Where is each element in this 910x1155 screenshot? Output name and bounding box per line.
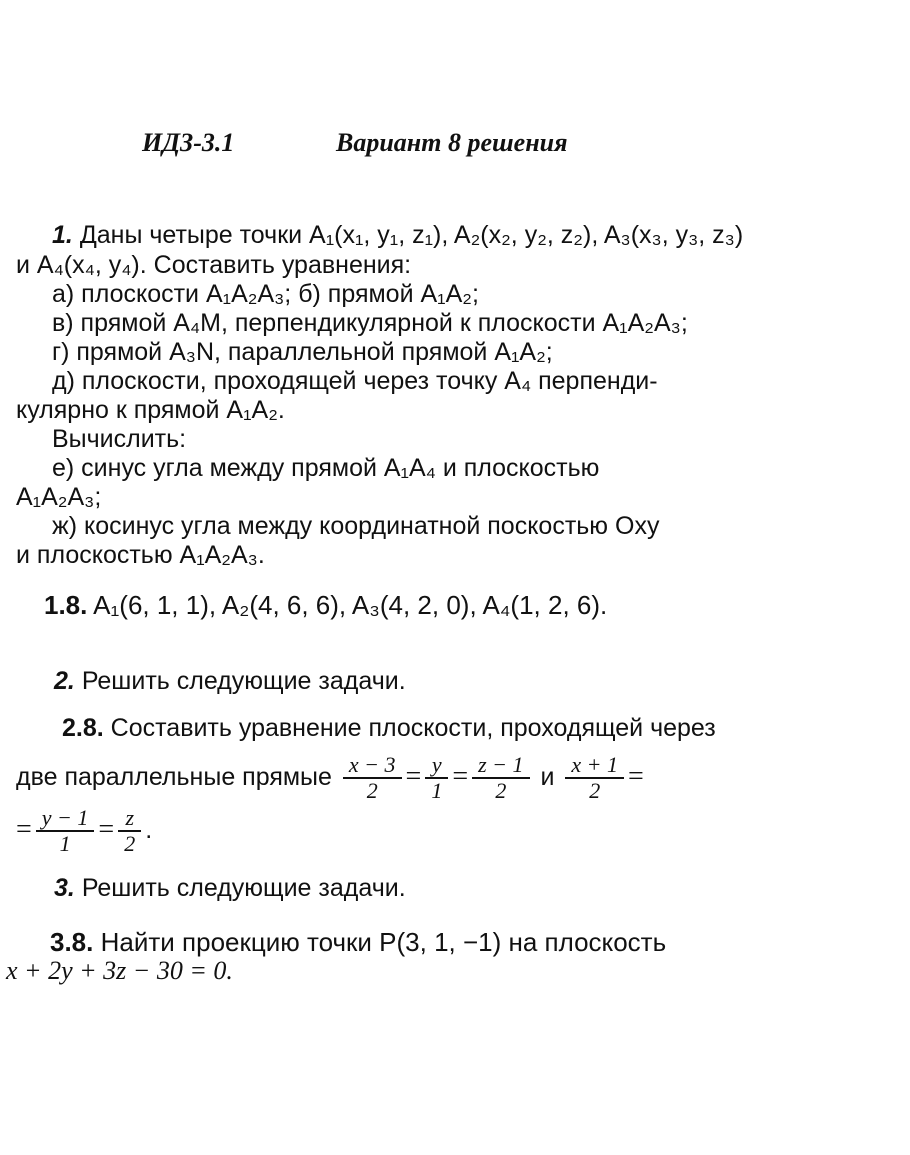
equals-sign: = <box>628 761 644 792</box>
task1-item-zh: ж) косинус угла между координатной поскостью Oxy <box>52 512 660 540</box>
equals-sign: = <box>405 761 422 792</box>
task3-8-number: 3.8. <box>50 927 94 957</box>
task1-line2: и A₄(x₄, y₄). Составить уравнения: <box>16 251 412 279</box>
task1-item-d: д) плоскости, проходящей через точку A₄ перпенди- <box>52 367 658 395</box>
task2-8-line1 <box>62 713 716 743</box>
doc-code: ИДЗ-3.1 <box>142 128 235 157</box>
variant-1-8-number: 1.8. <box>44 590 88 620</box>
task2-heading <box>54 666 406 696</box>
task1-line1 <box>52 220 743 250</box>
task1-item-zh-cont: и плоскостью A₁A₂A₃. <box>16 541 265 569</box>
task1-compute-label: Вычислить: <box>52 425 187 453</box>
task2-8-text: Составить уравнение плоскости, проходящей через <box>110 714 716 742</box>
task2-8-text-2: две параллельные прямые <box>16 763 332 791</box>
variant-title: Вариант 8 решения <box>336 128 568 157</box>
fraction-6: $\frac{z}{2}$ <box>118 806 141 856</box>
task3-8-line1 <box>50 927 666 957</box>
conjunction-and: и <box>540 763 555 791</box>
task2-8-line2 <box>16 750 644 804</box>
task1-item-d-cont: кулярно к прямой A₁A₂. <box>16 396 285 424</box>
task1-item-e: е) синус угла между прямой A₁A₄ и плоскостью <box>52 454 600 482</box>
fraction-2: $\frac{y}{1}$ <box>425 753 448 803</box>
fraction-1: $\frac{x - 3}{2}$ <box>343 753 402 803</box>
task2-8-number: 2.8. <box>62 714 104 742</box>
fraction-4: $\frac{x + 1}{2}$ <box>565 753 624 803</box>
equals-sign: = <box>16 814 32 845</box>
task3-number: 3. <box>54 874 75 902</box>
fraction-5: $\frac{y - 1}{1}$ <box>36 806 95 856</box>
task1-item-a-b: а) плоскости A₁A₂A₃; б) прямой A₁A₂; <box>52 280 479 308</box>
task2-8-line3 <box>16 803 152 857</box>
variant-1-8-data <box>44 590 607 620</box>
task1-text-1: Даны четыре точки A₁(x₁, y₁, z₁), A₂(x₂, y₂, z₂), A₃(x₃, y₃, z₃) <box>79 221 744 249</box>
task2-text: Решить следующие задачи. <box>81 667 406 695</box>
equals-sign: = <box>452 761 469 792</box>
period: . <box>145 816 153 844</box>
equals-sign: = <box>98 814 115 845</box>
task1-item-e-cont: A₁A₂A₃; <box>16 483 102 511</box>
task1-item-g: г) прямой A₃N, параллельной прямой A₁A₂; <box>52 338 553 366</box>
task2-number: 2. <box>54 667 75 695</box>
task3-text: Решить следующие задачи. <box>81 874 406 902</box>
variant-1-8-points: A₁(6, 1, 1), A₂(4, 6, 6), A₃(4, 2, 0), A₄(1, 2, 6). <box>93 590 608 620</box>
task3-heading <box>54 873 406 903</box>
task3-8-plane-equation: x + 2y + 3z − 30 = 0. <box>6 956 233 985</box>
task3-8-text: Найти проекцию точки P(3, 1, −1) на плоскость <box>100 927 667 957</box>
task1-item-v: в) прямой A₄M, перпендикулярной к плоскости A₁A₂A₃; <box>52 309 688 337</box>
fraction-3: $\frac{z - 1}{2}$ <box>472 753 529 803</box>
task1-number: 1. <box>52 221 73 249</box>
